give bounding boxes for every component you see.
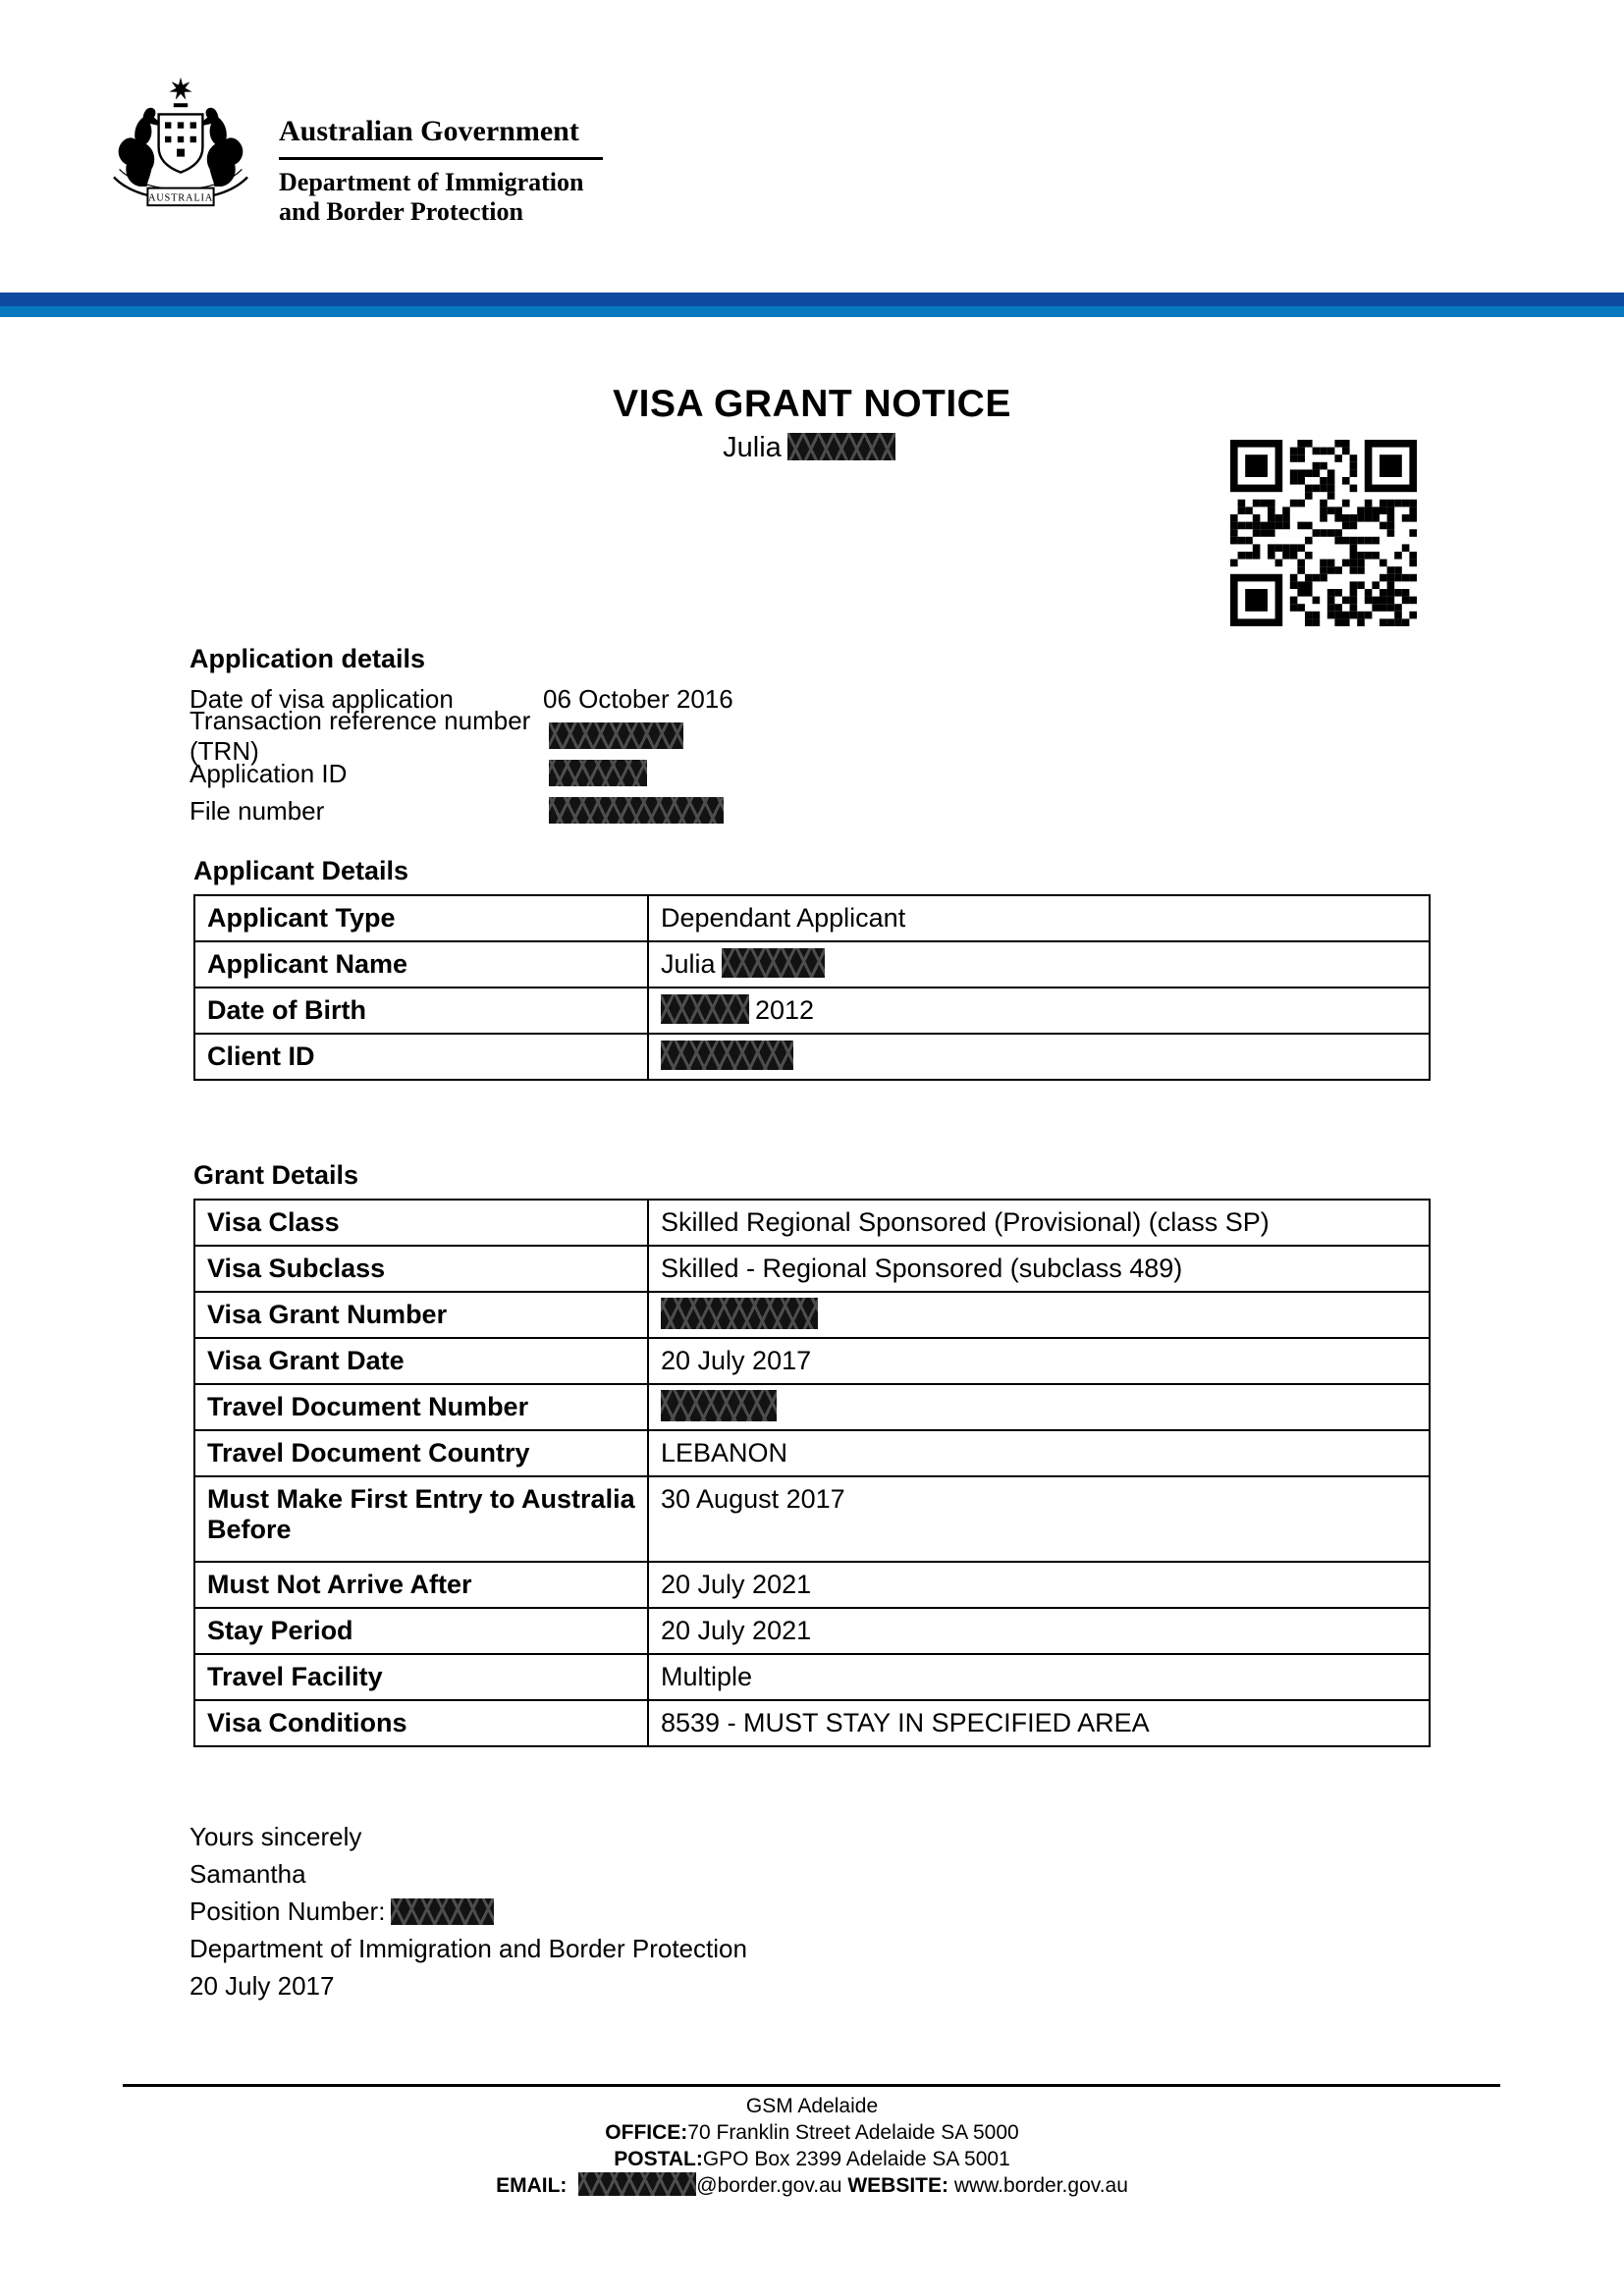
closing-line: Yours sincerely bbox=[189, 1822, 362, 1851]
row-value bbox=[648, 1384, 1430, 1430]
table-row bbox=[194, 1338, 1430, 1384]
footer-divider bbox=[123, 2084, 1500, 2087]
emblem-banner-text: AUSTRALIA bbox=[147, 192, 214, 204]
field-value bbox=[543, 759, 653, 789]
application-detail-row bbox=[189, 706, 733, 766]
field-label: File number bbox=[189, 795, 325, 826]
postal-label: POSTAL: bbox=[614, 2148, 703, 2170]
table-row bbox=[194, 1034, 1430, 1080]
applicant-details-section bbox=[193, 856, 1431, 1081]
field-value bbox=[543, 721, 689, 752]
row-label: Date of Birth bbox=[194, 988, 648, 1034]
redaction-box bbox=[787, 433, 895, 460]
table-row bbox=[194, 1430, 1430, 1476]
department-line1: Department of Immigration bbox=[279, 168, 584, 196]
postal-value: GPO Box 2399 Adelaide SA 5001 bbox=[702, 2148, 1010, 2170]
redaction-box bbox=[661, 994, 749, 1024]
header-divider-band bbox=[0, 293, 1624, 317]
band-light-blue bbox=[0, 306, 1624, 317]
table-row bbox=[194, 1476, 1430, 1562]
field-value: 06 October 2016 bbox=[543, 683, 733, 714]
signer-name: Samantha bbox=[189, 1859, 306, 1889]
government-title: Australian Government bbox=[279, 116, 603, 160]
recipient-first-name: Julia bbox=[723, 432, 782, 463]
row-value: Dependant Applicant bbox=[648, 895, 1430, 941]
footer-office-name: GSM Adelaide bbox=[745, 2095, 879, 2117]
row-value: Skilled - Regional Sponsored (subclass 489) bbox=[648, 1246, 1430, 1292]
page-title: VISA GRANT NOTICE bbox=[613, 383, 1011, 425]
row-value bbox=[648, 1034, 1430, 1080]
coat-of-arms-icon bbox=[102, 65, 259, 230]
row-label: Must Make First Entry to Australia Before bbox=[194, 1476, 648, 1562]
row-value: 20 July 2017 bbox=[648, 1338, 1430, 1384]
department-line2: and Border Protection bbox=[279, 197, 523, 226]
footer-postal-line bbox=[0, 2146, 1624, 2172]
row-label: Applicant Name bbox=[194, 941, 648, 988]
application-details-heading: Application details bbox=[189, 644, 426, 673]
row-value bbox=[648, 988, 1430, 1034]
field-label: Application ID bbox=[189, 758, 348, 788]
table-row bbox=[194, 1246, 1430, 1292]
position-number-label: Position Number: bbox=[189, 1896, 386, 1926]
field-label: Transaction reference number (TRN) bbox=[189, 706, 531, 766]
row-label: Travel Document Country bbox=[194, 1430, 648, 1476]
signature-date: 20 July 2017 bbox=[189, 1971, 335, 2001]
grant-details-section bbox=[193, 1160, 1431, 1747]
row-value: 20 July 2021 bbox=[648, 1562, 1430, 1608]
position-number-line bbox=[189, 1893, 747, 1930]
row-label: Visa Grant Number bbox=[194, 1292, 648, 1338]
email-label: EMAIL: bbox=[496, 2174, 568, 2197]
redaction-box bbox=[549, 760, 647, 786]
table-row bbox=[194, 988, 1430, 1034]
australian-government-logo bbox=[102, 65, 613, 230]
table-row bbox=[194, 1562, 1430, 1608]
footer-contact-line bbox=[0, 2172, 1624, 2199]
table-row bbox=[194, 1384, 1430, 1430]
signer-department: Department of Immigration and Border Protection bbox=[189, 1934, 747, 1963]
band-dark-blue bbox=[0, 293, 1624, 306]
row-label: Visa Class bbox=[194, 1200, 648, 1246]
field-value bbox=[543, 796, 730, 827]
redaction-box bbox=[549, 797, 724, 824]
redaction-box bbox=[661, 1298, 818, 1329]
redaction-box bbox=[722, 948, 825, 978]
table-row bbox=[194, 1292, 1430, 1338]
office-value: 70 Franklin Street Adelaide SA 5000 bbox=[687, 2121, 1019, 2144]
row-value bbox=[648, 1292, 1430, 1338]
redaction-box bbox=[391, 1898, 494, 1925]
row-value: Skilled Regional Sponsored (Provisional) (class SP) bbox=[648, 1200, 1430, 1246]
row-label: Visa Conditions bbox=[194, 1700, 648, 1746]
table-row bbox=[194, 941, 1430, 988]
header-titles bbox=[279, 65, 613, 227]
row-value: 20 July 2021 bbox=[648, 1608, 1430, 1654]
row-label: Visa Grant Date bbox=[194, 1338, 648, 1384]
row-label: Applicant Type bbox=[194, 895, 648, 941]
row-label: Must Not Arrive After bbox=[194, 1562, 648, 1608]
application-detail-row bbox=[189, 755, 733, 792]
website-label: WEBSITE: bbox=[847, 2174, 948, 2197]
row-value: LEBANON bbox=[648, 1430, 1430, 1476]
row-label: Travel Document Number bbox=[194, 1384, 648, 1430]
table-row bbox=[194, 1608, 1430, 1654]
signature-block bbox=[189, 1818, 747, 2004]
applicant-details-heading: Applicant Details bbox=[193, 856, 409, 885]
value-text: Julia bbox=[661, 948, 716, 979]
table-row bbox=[194, 895, 1430, 941]
footer bbox=[0, 2093, 1624, 2199]
row-value: Multiple bbox=[648, 1654, 1430, 1700]
redaction-box bbox=[661, 1390, 777, 1421]
redaction-box bbox=[578, 2172, 696, 2196]
row-value: 8539 - MUST STAY IN SPECIFIED AREA bbox=[648, 1700, 1430, 1746]
redaction-box bbox=[661, 1041, 793, 1070]
office-label: OFFICE: bbox=[605, 2121, 688, 2144]
redaction-box bbox=[549, 722, 683, 749]
row-label: Stay Period bbox=[194, 1608, 648, 1654]
footer-office-line bbox=[0, 2119, 1624, 2146]
row-label: Travel Facility bbox=[194, 1654, 648, 1700]
qr-code bbox=[1230, 440, 1417, 626]
row-label: Client ID bbox=[194, 1034, 648, 1080]
table-row bbox=[194, 1654, 1430, 1700]
value-text: 2012 bbox=[755, 994, 815, 1025]
applicant-details-table bbox=[193, 894, 1431, 1081]
row-value bbox=[648, 941, 1430, 988]
row-value: 30 August 2017 bbox=[648, 1476, 1430, 1562]
row-label: Visa Subclass bbox=[194, 1246, 648, 1292]
table-row bbox=[194, 1700, 1430, 1746]
application-detail-row bbox=[189, 792, 733, 829]
grant-details-table bbox=[193, 1199, 1431, 1747]
application-details-section bbox=[189, 644, 733, 829]
grant-details-heading: Grant Details bbox=[193, 1160, 359, 1190]
email-domain: @border.gov.au bbox=[696, 2174, 842, 2197]
website-value: www.border.gov.au bbox=[953, 2174, 1128, 2197]
field-label: Date of visa application bbox=[189, 683, 454, 714]
table-row bbox=[194, 1200, 1430, 1246]
